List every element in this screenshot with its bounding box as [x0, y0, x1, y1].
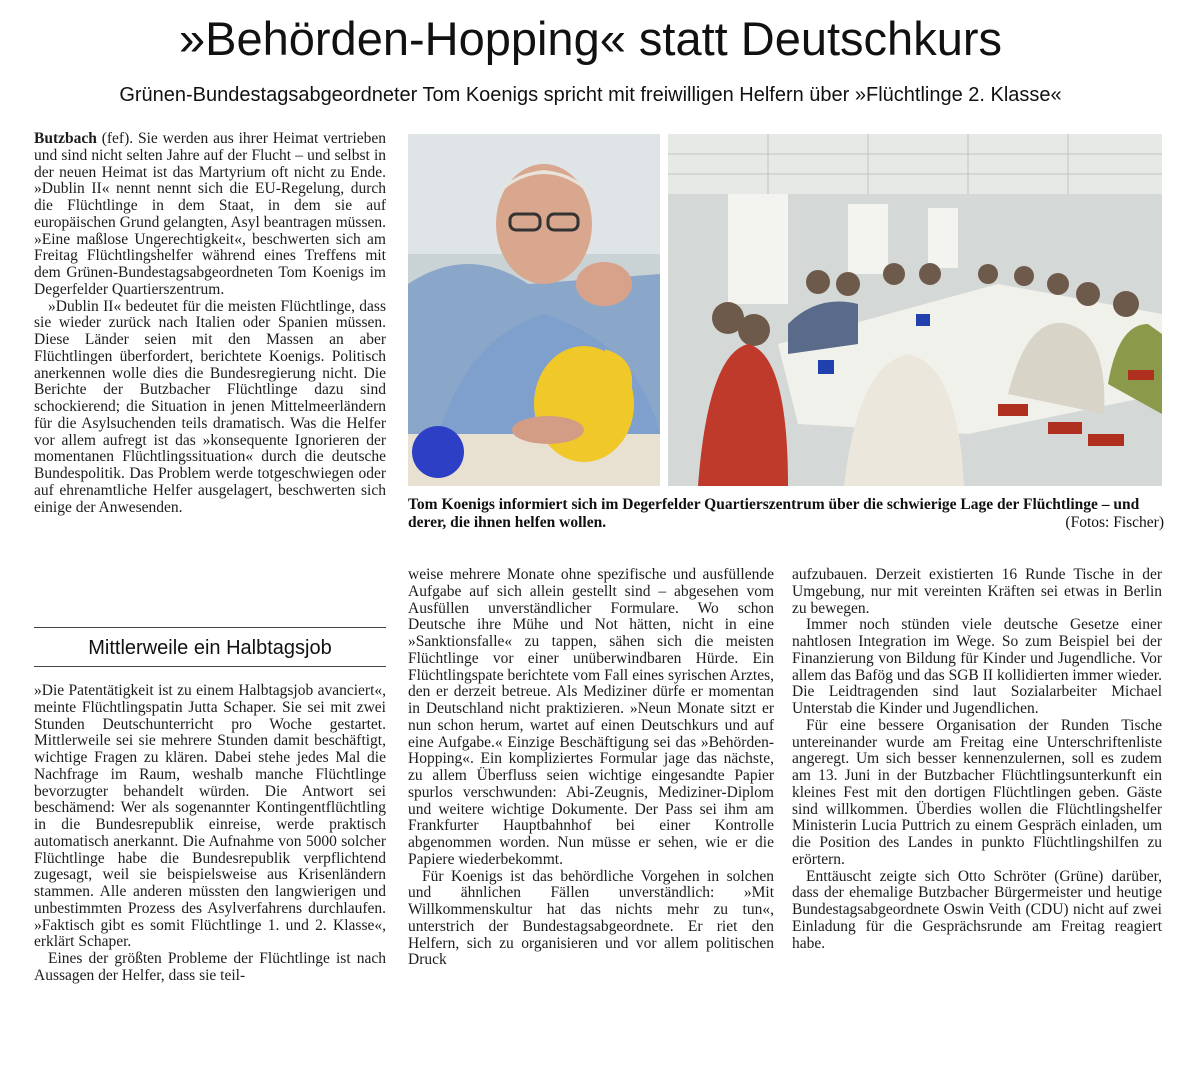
headline: »Behörden-Hopping« statt Deutschkurs — [179, 12, 1002, 65]
col1-paragraph-1: »Die Patentätigkeit ist zu einem Halbtagsjob avanciert«, meinte Flüchtlingspatin Jutta Schaper. Sie sei mit zwei Stunden Deutschunterricht pro Woche gestartet. Mittlerweile sei sie mehrere Stunden damit beschäftigt, wichtige Fragen zu klären. Dabei stehe jedes Mal die Nachfrage im Raum, weshalb manche Flüchtlinge bevorzugter behandelt würden. Die Antwort sei beschämend: Wer als sogenannter Kontingentflüchtling in die Bundesrepublik einreise, werde praktisch automatisch anerkannt. Die Aufnahme von 5000 solcher Flüchtlinge habe die Bundesrepublik verpflichtend zugesagt, weil sie beispielsweise aus Krisenländern stammen. Alle anderen müssten den langwierigen und unbestimmten Prozess des Asylverfahrens durchlaufen. »Faktisch gibt es somit Flüchtlinge 1. und 2. Klasse«, erklärt Schaper. — [34, 682, 386, 951]
col2-paragraph-2: Für Koenigs ist das behördliche Vorgehen in solchen und ähnlichen Fällen unverständlich: »Mit Willkommenskultur hat das nichts mehr zu tun«, unterstrich der Bundestagsabgeordnete. Er riet den Helfern, sich zu organisieren und vor allem politischen Druck — [408, 867, 774, 969]
column-2 — [408, 567, 774, 969]
column-1-lower — [34, 683, 386, 985]
intro-paragraph-2: »Dublin II« bedeutet für die meisten Flüchtlinge, dass sie wieder zurück nach Italien oder Spanien müssen. Diese Länder seien mit den Massen an aber Flüchtlingen überfordert, berichtete Koenigs. Politisch anerkennen wolle dies die Bundesregierung nicht. Die Berichte der Butzbacher Flüchtlinge dazu sind schockierend; die Situation in jenen Mittelmeerländern für die Asylsuchenden teils dramatisch. Was die Helfer vor allem aufregt ist das »konsequente Ignorieren der momentanen Flüchtlingssituation« durch die deutsche Bundespolitik. Das Problem werde totgeschwiegen oder auf ehrenamtliche Helfer ausgelagert, beschwerten sich einige der Anwesenden. — [34, 297, 386, 516]
section-subheading: Mittlerweile ein Halbtagsjob — [34, 627, 386, 667]
photo-caption: Tom Koenigs informiert sich im Degerfelder Quartierszentrum über die schwierige Lage der Flüchtlinge – und derer, die ihnen helfen wollen. — [408, 496, 1140, 531]
subheadline: Grünen-Bundestagsabgeordneter Tom Koenigs spricht mit freiwilligen Helfern über »Flüchtlinge 2. Klasse« — [119, 84, 1062, 106]
column-3 — [792, 567, 1162, 952]
dateline: Butzbach — [34, 130, 97, 147]
col2-paragraph-1: weise mehrere Monate ohne spezifische und ausfüllende Aufgabe auf sich allein gestellt sind – abgesehen vom Ausfüllen unverständlicher Formulare. Wo schon Deutsche ihre Mühe und Not hätten, nicht in eine »Sanktionsfalle« zu tappen, sähen sich die meisten Flüchtlinge vor einer unüberwindbaren Hürde. Ein Flüchtlingspate berichtete vom Fall eines syrischen Arztes, den er derzeit betreue. Als Mediziner dürfe er momentan in Deutschland nicht praktizieren. »Neun Monate sitzt er nun schon herum, wartet auf einen Deutschkurs und auf eine Aufgabe.« Einzige Beschäftigung sei das »Behörden-Hopping«. Ein kompliziertes Formular jage das nächste, zu allem Überfluss seien wichtige eingesandte Papier spurlos verschwunden: Abi-Zeugnis, Mediziner-Diplom und weitere wichtige Dokumente. Der Pass sei ihm am Frankfurter Hauptbahnhof bei einer Kontrolle abgenommen worden. Nun müsse er sehen, wie er die Papiere wiederbekommt. — [408, 566, 774, 868]
col3-paragraph-1: aufzubauen. Derzeit existierten 16 Runde Tische in der Umgebung, nur mit vereinten Kräften sei etwas in Berlin zu bewegen. — [792, 566, 1162, 617]
col3-paragraph-2: Immer noch stünden viele deutsche Gesetze einer nahtlosen Integration im Wege. So zum Beispiel bei der Finanzierung von Bildung für Kinder und Jugendliche. Vor allem das Bafög und das SGB II kollidierten immer wieder. Die Leidtragenden sind laut Sozialarbeiter Michael Unterstab die Kinder und Jugendlichen. — [792, 616, 1162, 717]
col1-paragraph-2: Eines der größten Probleme der Flüchtlinge ist nach Aussagen der Helfer, dass sie teil- — [34, 950, 386, 984]
col3-paragraph-4: Enttäuscht zeigte sich Otto Schröter (Grüne) darüber, dass der ehemalige Butzbacher Bürgermeister und heutige Bundestagsabgeordnete Oswin Veith (CDU) nicht auf zwei Einladung für die Gesprächsrunde am Freitag reagiert habe. — [792, 867, 1162, 952]
intro-paragraph-1 — [34, 131, 386, 299]
col3-paragraph-3: Für eine bessere Organisation der Runden Tische untereinander wurde am Freitag eine Unterschriftenliste angeregt. Um sich besser kennenzulernen, soll es zudem am 13. Juni in der Butzbacher Flüchtlingsunterkunft ein kleines Fest mit den dortigen Flüchtlingen geben. Gäste sind willkommen. Überdies wollen die Flüchtlingshelfer Ministerin Lucia Puttrich zu einem Gespräch einladen, um die Position des Landes in punkto Flüchtlingshilfen zu erörtern. — [792, 716, 1162, 868]
portrait-photo — [408, 134, 660, 486]
meeting-photo — [668, 134, 1162, 486]
intro-paragraph-1-text: (fef). Sie werden aus ihrer Heimat vertrieben und sind nicht selten Jahre auf der Flucht – und selbst in der neuen Heimat ist das Martyrium oft nicht zu Ende. »Dublin II« nennt nennt sich die EU-Regelung, durch die Flüchtlinge in dem Staat, in dem sie auf europäischen Grund gelangten, Asyl beantragen müssen. »Eine maßlose Ungerechtigkeit«, beschwerten sich am Freitag Flüchtlingshelfer während eines Treffens mit dem Grünen-Bundestagsabgeordneten Tom Koenigs im Degerfelder Quartierszentrum. — [34, 130, 387, 298]
intro-column — [34, 131, 386, 516]
photo-credit: (Fotos: Fischer) — [1065, 514, 1164, 531]
